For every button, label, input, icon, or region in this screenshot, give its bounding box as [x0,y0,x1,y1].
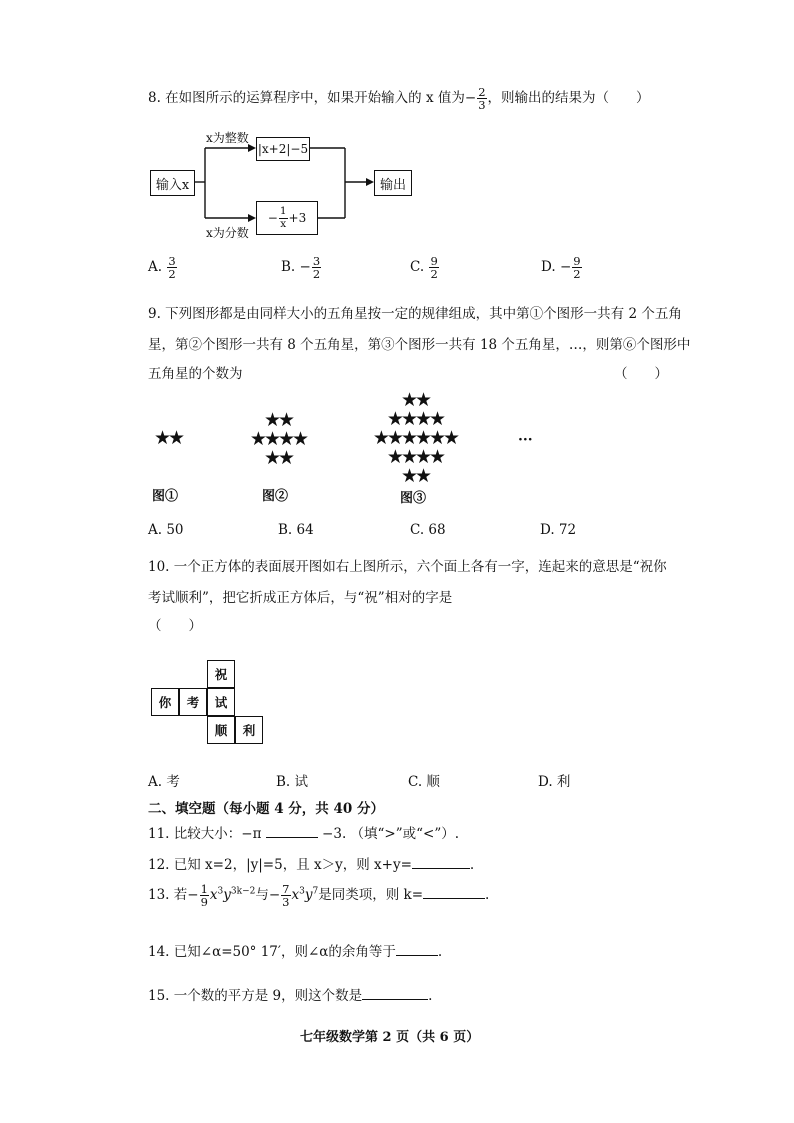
q10-option-d: D. 利 [538,774,571,790]
star-row: ★★ [400,389,430,411]
q8-value-sign: − [464,90,477,107]
q15-answer-blank[interactable] [362,998,428,1000]
q13: 13. 若− $\frac{1}{9}$ $x^3y^{3k-2}$与− $\frac{7}{3}$ $x^3y^7$是同类项，则 k= . [148,882,490,910]
q8-option-d: D. − $\frac{9}{2}$ [541,254,581,282]
q9-option-d: D. 72 [540,522,577,538]
cube-face-kao: 考 [179,688,207,716]
section-2-title: 二、填空题（每小题 4 分，共 40 分） [148,801,384,817]
q10-option-a: A. 考 [148,774,180,790]
star-row: ★★ [263,409,293,431]
q8-stem [148,86,650,111]
q9-line-1: 9. 下列图形都是由同样大小的五角星按一定的规律组成，其中第①个图形一共有 2 个五角 [148,306,682,322]
q11-answer-blank[interactable] [266,836,318,838]
q14: 14. 已知∠α=50° 17′，则∠α的余角等于 . [148,944,443,960]
star-row: ★★★★ [249,428,307,450]
q8-input-box: 输入x [150,170,195,196]
q13-answer-blank[interactable] [423,897,485,899]
q10-option-b: B. 试 [276,774,309,790]
q8-option-a: A. $\frac{3}{2}$ [148,254,176,282]
star-row: ★★★★★★ [372,427,458,449]
q9-answer-paren: （ ） [614,366,668,382]
q9-line-3: 五角星的个数为 [148,366,243,382]
q12-answer-blank[interactable] [412,867,470,869]
q8-op-bottom-box: − $\frac{1}{x}$ +3 [256,201,318,235]
cube-face-li: 利 [235,716,263,744]
q15: 15. 一个数的平方是 9，则这个数是 . [148,988,433,1004]
star-row: ★★★★ [386,446,444,468]
q8-branch-top-label: x为整数 [206,131,249,145]
q8-option-c: C. $\frac{9}{2}$ [410,254,438,282]
q9-figure-3-label: 图③ [400,491,427,506]
q9-line-2: 星，第②个图形一共有 8 个五角星，第③个图形一共有 18 个五角星，…，则第⑥个图形中 [148,337,691,353]
q8-branch-bottom-label: x为分数 [206,226,249,240]
q9-figure-2-label: 图② [262,489,289,504]
q9-ellipsis: ··· [518,432,533,448]
star-row: ★★★★ [386,408,444,430]
q9-figure-1 [148,429,188,448]
star-row: ★★ [263,447,293,469]
q14-answer-blank[interactable] [396,954,438,956]
cube-face-shi: 试 [207,688,235,716]
q8-output-box: 输出 [374,170,412,196]
q8-value-fraction: $\frac{2}{3}$ [478,85,486,113]
q9-figure-2 [240,411,316,468]
star-row: ★★ [400,465,430,487]
q9-option-b: B. 64 [278,522,314,538]
q9-option-a: A. 50 [148,522,184,538]
q9-figure-3 [365,391,465,486]
star-row: ★★ [153,427,183,449]
page-footer: 七年级数学第 2 页（共 6 页） [300,1030,480,1045]
cube-face-ni: 你 [151,688,179,716]
q10-line-1: 10. 一个正方体的表面展开图如右上图所示，六个面上各有一字，连起来的意思是“祝你 [148,559,667,575]
q9-figure-1-label: 图① [152,489,179,504]
cube-face-shun: 顺 [207,716,235,744]
q10-option-c: C. 顺 [408,774,440,790]
cube-face-zhu: 祝 [207,660,235,688]
q10-answer-paren: （ ） [148,618,202,634]
q12: 12. 已知 x=2，|y|=5，且 x＞y，则 x+y= . [148,857,475,873]
q11: 11. 比较大小：−π −3. （填“>”或“<”）. [148,826,460,842]
q8-option-b: B. − $\frac{3}{2}$ [281,254,321,282]
q8-suffix: ，则输出的结果为（ ） [487,90,650,107]
q9-option-c: C. 68 [410,522,446,538]
q10-line-2: 考试顺利”，把它折成正方体后，与“祝”相对的字是 [148,590,453,606]
q8-prefix: 8. 在如图所示的运算程序中，如果开始输入的 x 值为 [148,90,465,107]
q8-op-top-box: |x+2|−5 [256,137,310,161]
